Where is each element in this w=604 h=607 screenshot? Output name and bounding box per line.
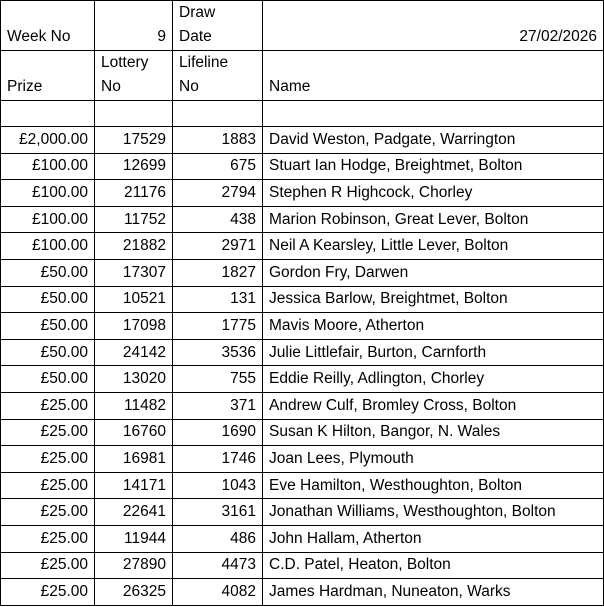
lifeline-no-cell: 1043 [173, 472, 263, 499]
lifeline-no-cell: 1690 [173, 419, 263, 446]
lottery-no-cell: 17529 [95, 127, 173, 154]
name-cell: David Weston, Padgate, Warrington [263, 127, 604, 154]
prize-cell: £2,000.00 [1, 127, 95, 154]
table-row [1, 180, 604, 207]
lottery-no-cell: 22641 [95, 499, 173, 526]
prize-cell: £100.00 [1, 153, 95, 180]
name-cell: Julie Littlefair, Burton, Carnforth [263, 339, 604, 366]
prize-cell: £50.00 [1, 313, 95, 340]
name-cell: Gordon Fry, Darwen [263, 259, 604, 286]
lottery-no-cell: 12699 [95, 153, 173, 180]
lottery-no-cell: 13020 [95, 366, 173, 393]
col-header-lottery [95, 51, 173, 101]
name-cell: Marion Robinson, Great Lever, Bolton [263, 206, 604, 233]
table-row [1, 259, 604, 286]
prize-cell: £50.00 [1, 339, 95, 366]
week-value: 9 [95, 1, 173, 51]
name-cell: Jonathan Williams, Westhoughton, Bolton [263, 499, 604, 526]
lifeline-no-cell: 675 [173, 153, 263, 180]
prize-cell: £50.00 [1, 366, 95, 393]
lottery-no-cell: 27890 [95, 552, 173, 579]
prize-cell: £25.00 [1, 392, 95, 419]
week-label: Week No [1, 1, 95, 51]
lifeline-no-cell: 3161 [173, 499, 263, 526]
draw-label-line1: Draw [179, 4, 216, 21]
draw-date-label [173, 1, 263, 51]
blank-cell [95, 101, 173, 127]
prize-cell: £50.00 [1, 259, 95, 286]
header-row-week [1, 1, 604, 51]
lifeline-no-cell: 2794 [173, 180, 263, 207]
lottery-no-cell: 10521 [95, 286, 173, 313]
prize-cell: £25.00 [1, 446, 95, 473]
lottery-no-cell: 11944 [95, 525, 173, 552]
name-cell: Andrew Culf, Bromley Cross, Bolton [263, 392, 604, 419]
name-cell: Jessica Barlow, Breightmet, Bolton [263, 286, 604, 313]
lifeline-line2: No [179, 78, 199, 95]
lifeline-no-cell: 486 [173, 525, 263, 552]
lifeline-no-cell: 438 [173, 206, 263, 233]
prize-cell: £25.00 [1, 525, 95, 552]
name-cell: Stephen R Highcock, Chorley [263, 180, 604, 207]
name-cell: Joan Lees, Plymouth [263, 446, 604, 473]
table-row [1, 153, 604, 180]
table-row [1, 286, 604, 313]
table-row [1, 366, 604, 393]
lottery-no-cell: 16760 [95, 419, 173, 446]
name-cell: John Hallam, Atherton [263, 525, 604, 552]
col-header-lifeline [173, 51, 263, 101]
prize-cell: £25.00 [1, 419, 95, 446]
lifeline-no-cell: 4082 [173, 579, 263, 606]
lifeline-no-cell: 1827 [173, 259, 263, 286]
table-row [1, 472, 604, 499]
lottery-no-cell: 17098 [95, 313, 173, 340]
lottery-no-cell: 14171 [95, 472, 173, 499]
lifeline-line1: Lifeline [179, 54, 229, 71]
lottery-no-cell: 11752 [95, 206, 173, 233]
table-row [1, 579, 604, 606]
name-cell: James Hardman, Nuneaton, Warks [263, 579, 604, 606]
name-cell: Eddie Reilly, Adlington, Chorley [263, 366, 604, 393]
lifeline-no-cell: 2971 [173, 233, 263, 260]
table-row [1, 499, 604, 526]
col-header-prize: Prize [1, 51, 95, 101]
table-row [1, 339, 604, 366]
prize-cell: £100.00 [1, 180, 95, 207]
prize-cell: £100.00 [1, 233, 95, 260]
blank-cell [263, 101, 604, 127]
prize-cell: £25.00 [1, 579, 95, 606]
header-row-columns [1, 51, 604, 101]
lottery-no-cell: 24142 [95, 339, 173, 366]
lifeline-no-cell: 131 [173, 286, 263, 313]
draw-date-value: 27/02/2026 [263, 1, 604, 51]
name-cell: Stuart Ian Hodge, Breightmet, Bolton [263, 153, 604, 180]
lottery-no-cell: 16981 [95, 446, 173, 473]
prize-cell: £25.00 [1, 499, 95, 526]
prize-cell: £100.00 [1, 206, 95, 233]
name-cell: C.D. Patel, Heaton, Bolton [263, 552, 604, 579]
col-header-name: Name [263, 51, 604, 101]
table-row [1, 446, 604, 473]
name-cell: Neil A Kearsley, Little Lever, Bolton [263, 233, 604, 260]
blank-row [1, 101, 604, 127]
lifeline-no-cell: 3536 [173, 339, 263, 366]
prize-cell: £50.00 [1, 286, 95, 313]
table-row [1, 419, 604, 446]
lifeline-no-cell: 4473 [173, 552, 263, 579]
lottery-line1: Lottery [101, 54, 149, 71]
draw-label-line2: Date [179, 28, 212, 45]
table-row [1, 127, 604, 154]
name-cell: Mavis Moore, Atherton [263, 313, 604, 340]
table-row [1, 233, 604, 260]
prize-cell: £25.00 [1, 472, 95, 499]
name-cell: Susan K Hilton, Bangor, N. Wales [263, 419, 604, 446]
table-row [1, 313, 604, 340]
prize-cell: £25.00 [1, 552, 95, 579]
table-row [1, 525, 604, 552]
lottery-no-cell: 26325 [95, 579, 173, 606]
lifeline-no-cell: 371 [173, 392, 263, 419]
lifeline-no-cell: 1746 [173, 446, 263, 473]
lottery-no-cell: 11482 [95, 392, 173, 419]
lottery-no-cell: 21176 [95, 180, 173, 207]
blank-cell [1, 101, 95, 127]
lifeline-no-cell: 755 [173, 366, 263, 393]
lifeline-no-cell: 1883 [173, 127, 263, 154]
lifeline-no-cell: 1775 [173, 313, 263, 340]
table-row [1, 206, 604, 233]
name-cell: Eve Hamilton, Westhoughton, Bolton [263, 472, 604, 499]
lottery-no-cell: 21882 [95, 233, 173, 260]
table-row [1, 392, 604, 419]
blank-cell [173, 101, 263, 127]
table-row [1, 552, 604, 579]
lottery-line2: No [101, 78, 121, 95]
lottery-no-cell: 17307 [95, 259, 173, 286]
